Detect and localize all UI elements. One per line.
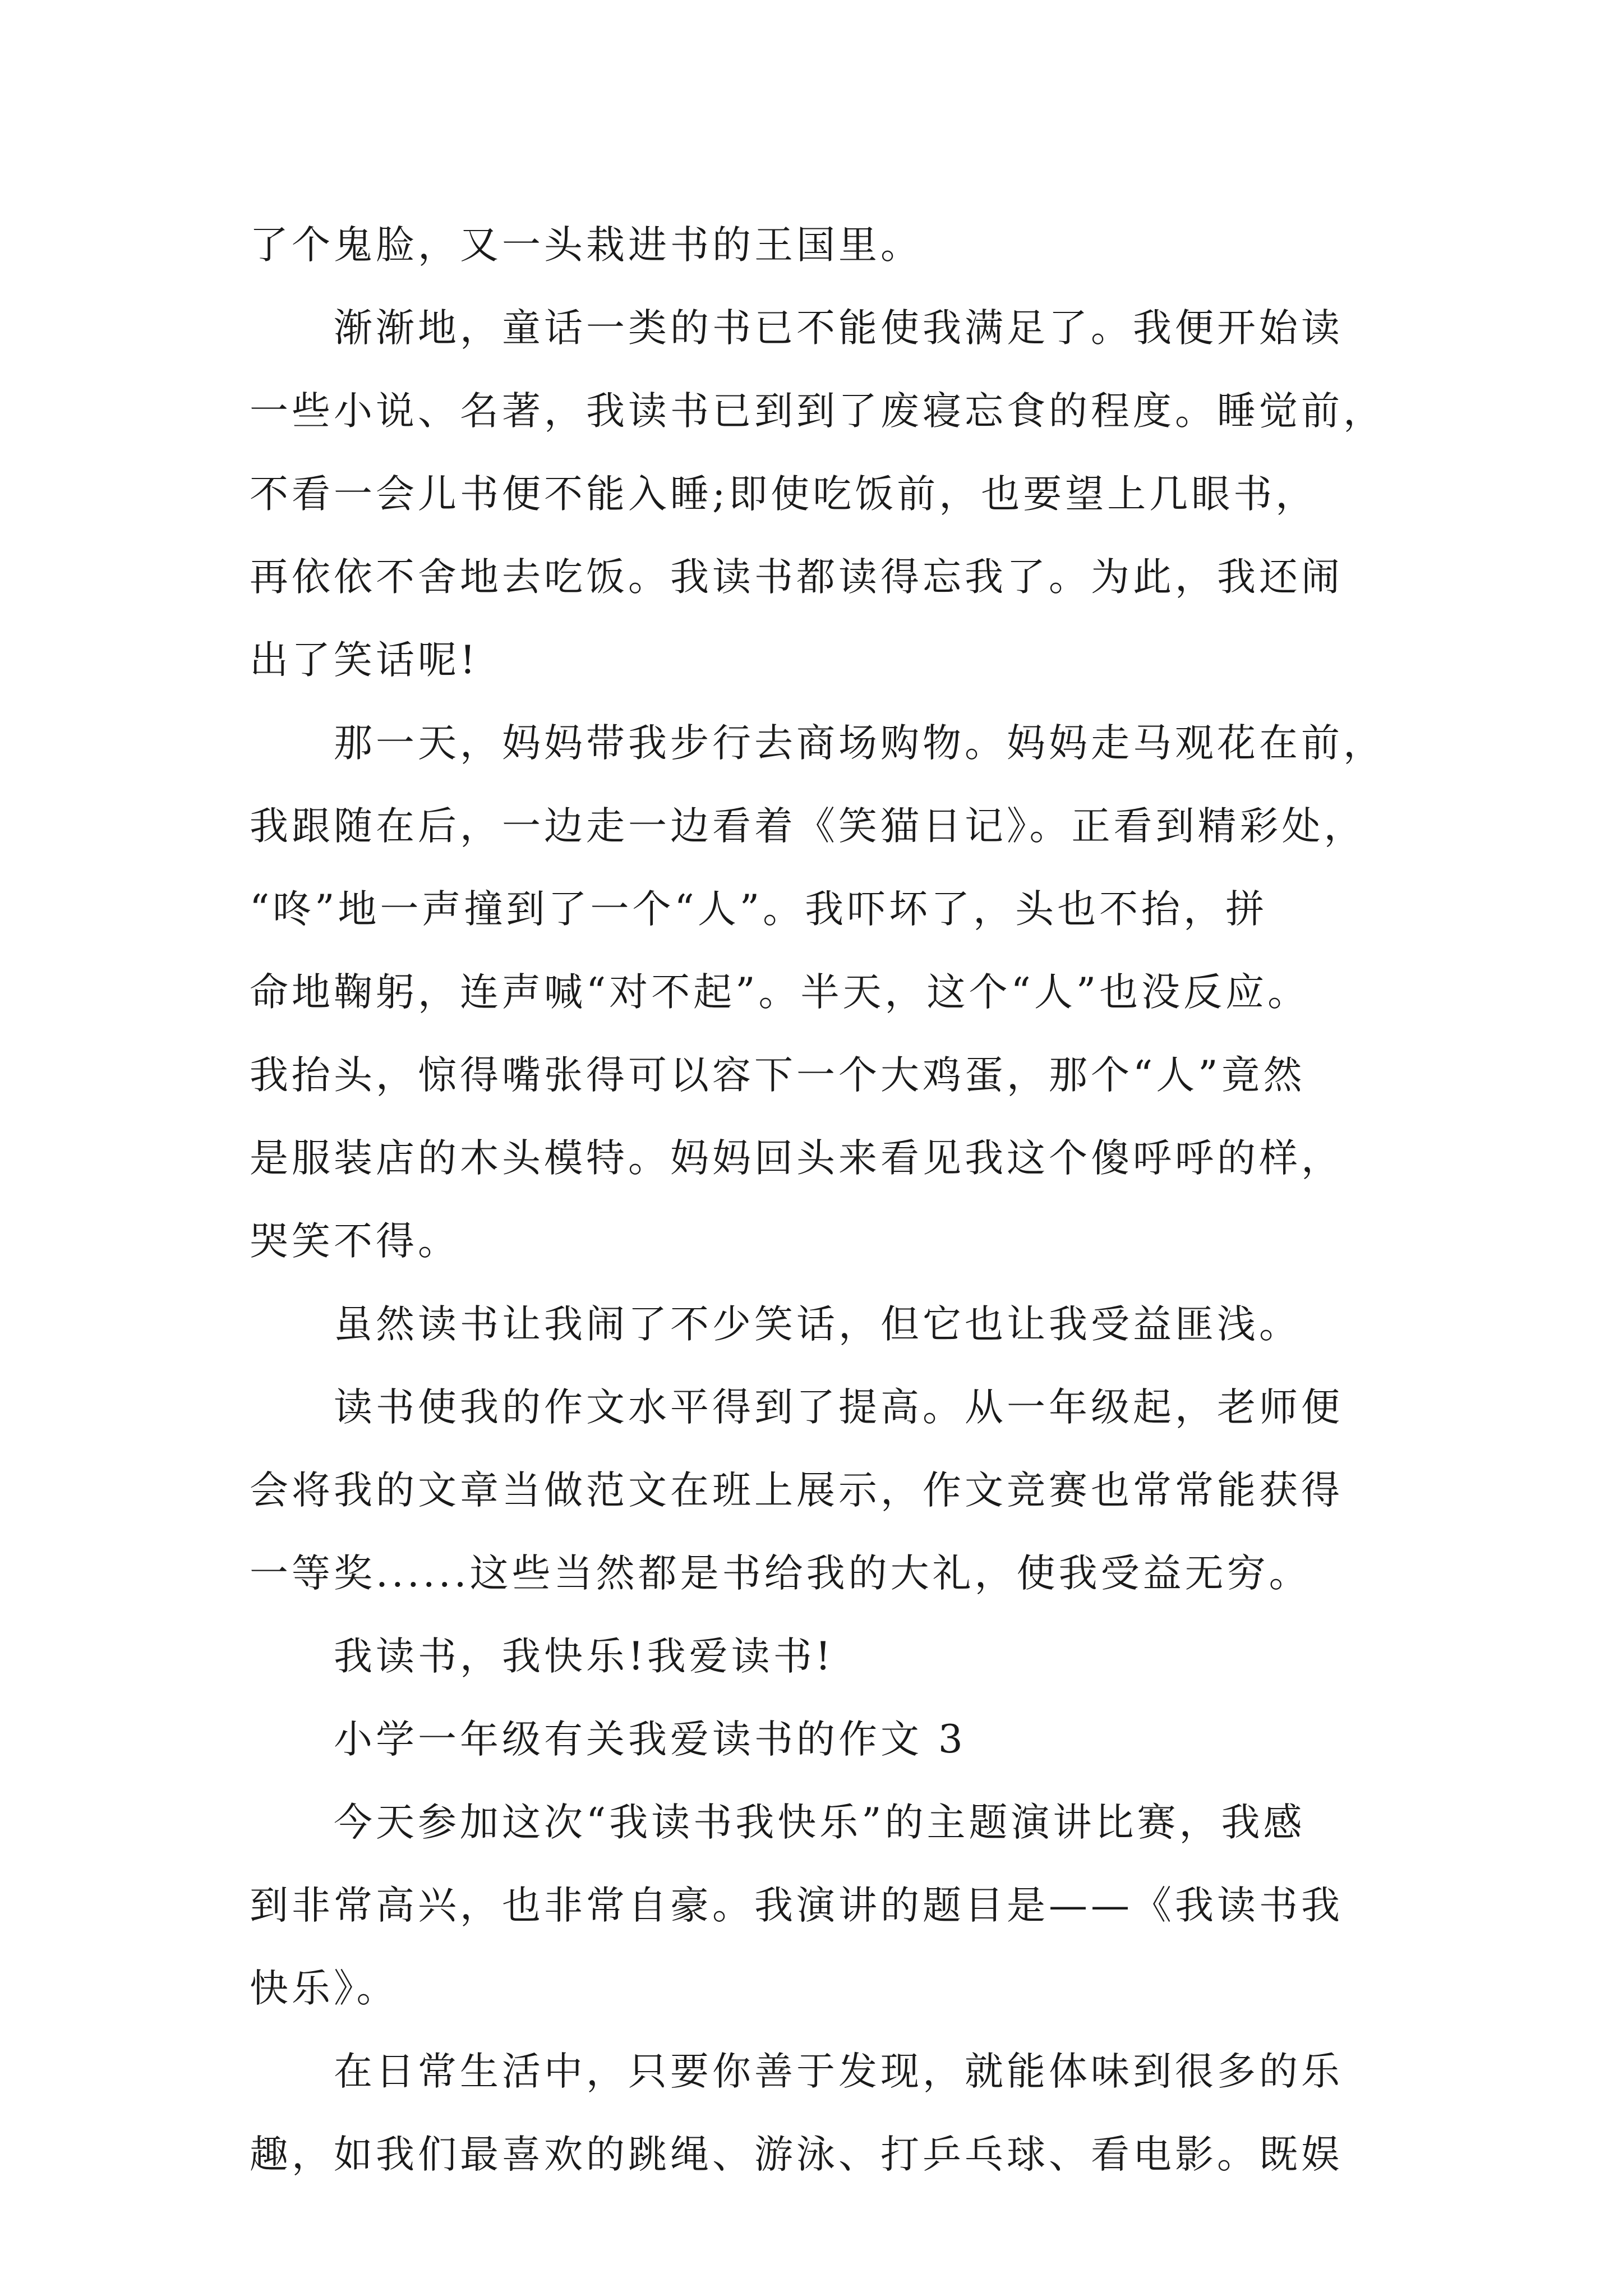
text-line: 命地鞠躬，连声喊“对不起”。半天，这个“人”也没反应。: [250, 970, 1310, 1015]
text-line: 到非常高兴，也非常自豪。我演讲的题目是——《我读书我: [250, 1883, 1343, 1928]
text-line: 快乐》。: [250, 1966, 399, 2011]
section-heading: 小学一年级有关我爱读书的作文 3: [334, 1717, 966, 1762]
text-line: 我抬头，惊得嘴张得可以容下一个大鸡蛋，那个“人”竟然: [250, 1053, 1306, 1098]
text-line: 再依依不舍地去吃饭。我读书都读得忘我了。为此，我还闹: [250, 555, 1343, 600]
text-line: 那一天，妈妈带我步行去商场购物。妈妈走马观花在前，: [334, 721, 1385, 766]
text-line: 不看一会儿书便不能入睡;即使吃饭前，也要望上几眼书，: [250, 472, 1318, 517]
text-line: 一些小说、名著，我读书已到到了废寝忘食的程度。睡觉前，: [250, 389, 1385, 434]
text-line: 我读书，我快乐!我爱读书!: [334, 1634, 834, 1679]
text-line: 虽然读书让我闹了不少笑话，但它也让我受益匪浅。: [334, 1302, 1301, 1347]
text-line: 在日常生活中，只要你善于发现，就能体味到很多的乐: [334, 2049, 1343, 2094]
text-line: 趣，如我们最喜欢的跳绳、游泳、打乒乓球、看电影。既娱: [250, 2132, 1343, 2177]
text-line: 了个鬼脸，又一头栽进书的王国里。: [250, 223, 923, 268]
text-line: 读书使我的作文水平得到了提高。从一年级起，老师便: [334, 1385, 1343, 1430]
text-line: 今天参加这次“我读书我快乐”的主题演讲比赛，我感: [334, 1800, 1306, 1845]
document-body: [250, 204, 1394, 2196]
text-line: 一等奖......这些当然都是书给我的大礼，使我受益无穷。: [250, 1551, 1311, 1596]
text-line: 我跟随在后，一边走一边看着《笑猫日记》。正看到精彩处，: [250, 804, 1366, 849]
text-line: 渐渐地，童话一类的书已不能使我满足了。我便开始读: [334, 306, 1343, 351]
text-line: 出了笑话呢!: [250, 638, 479, 683]
text-line: 是服装店的木头模特。妈妈回头来看见我这个傻呼呼的样，: [250, 1136, 1343, 1181]
text-line: 哭笑不得。: [250, 1219, 460, 1264]
text-line: 会将我的文章当做范文在班上展示，作文竞赛也常常能获得: [250, 1468, 1343, 1513]
text-line: “咚”地一声撞到了一个“人”。我吓坏了，头也不抬，拼: [250, 887, 1268, 932]
